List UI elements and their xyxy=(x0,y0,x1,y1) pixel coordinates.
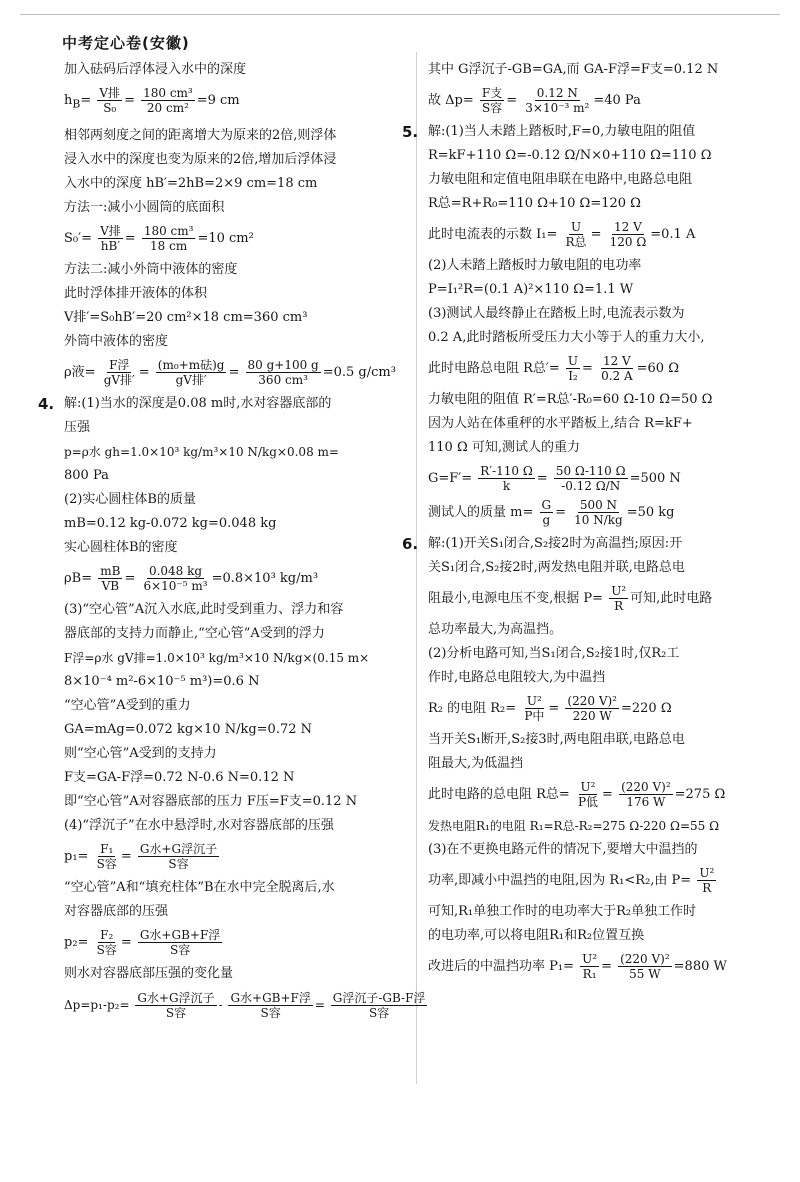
text-line-with-fraction: 功率,即减小中温挡的电阻,因为 R₁<R₂,由 P= $\frac{\text{U²}}{R}$ xyxy=(428,866,715,895)
text-line: P=I₁²R=(0.1 A)²×110 Ω=1.1 W xyxy=(428,282,634,297)
text-line: (3)在不更换电路元件的情况下,要增大中温挡的 xyxy=(428,842,698,857)
fraction: $\frac{50 \Omega-110 \Omega}{-0.12 \Omega/N}$ xyxy=(555,464,626,493)
text-line: 即“空心管”A对容器底部的压力 F压=F支=0.12 N xyxy=(64,793,358,809)
fraction: $\frac{G}{g}$ xyxy=(541,498,552,527)
fraction: $\frac{\text{G浮沉子-GB-F浮}}{\text{S容}}$ xyxy=(332,990,426,1020)
question-number: 5. xyxy=(402,123,419,141)
fraction: $\frac{\text{(220 V)²}}{55 W}$ xyxy=(620,952,670,981)
text-line: mB=0.12 kg-0.072 kg=0.048 kg xyxy=(64,515,277,531)
page-header: 中考定心卷(安徽) xyxy=(62,34,190,52)
text-line: 则“空心管”A受到的支持力 xyxy=(64,745,217,761)
text-line: R总=R+R₀=110 Ω+10 Ω=120 Ω xyxy=(428,196,641,211)
text-line: “空心管”A受到的重力 xyxy=(64,697,191,713)
text-line: “空心管”A和“填充柱体”B在水中完全脱离后,水 xyxy=(64,879,335,895)
text-line: 器底部的支持力而静止,“空心管”A受到的浮力 xyxy=(64,625,325,641)
left-column xyxy=(38,58,426,1024)
text-line: (2)分析电路可知,当S₁闭合,S₂接1时,仅R₂工 xyxy=(428,646,680,661)
text-line: 其中 G浮沉子-GB=GA,而 GA-F浮=F支=0.12 N xyxy=(428,62,719,77)
fraction: $\frac{mB}{VB}$ xyxy=(100,563,121,593)
fraction: $\frac{0.12 N}{\text{3×10⁻³ m²}}$ xyxy=(525,86,590,115)
text-line: 8×10⁻⁴ m²-6×10⁻⁵ m³)=0.6 N xyxy=(64,673,260,689)
column-divider xyxy=(416,52,417,1084)
fraction: $\frac{\text{F₂}}{\text{S容}}$ xyxy=(96,927,117,957)
fraction: $\frac{R'-110 \Omega}{k}$ xyxy=(480,464,533,493)
text-line: p=ρ水 gh=1.0×10³ kg/m³×10 N/kg×0.08 m= xyxy=(64,444,339,459)
equation-R2: 此时电路总电阻 R总′= $\frac{U}{\text{I₂}}$ = $\frac{12 V}{0.2 A}$ =60 Ω xyxy=(428,354,679,383)
text-line: F支=GA-F浮=0.72 N-0.6 N=0.12 N xyxy=(64,769,295,785)
fraction: $\frac{\text{U²}}{\text{R₁}}$ xyxy=(582,952,598,981)
text-line: 因为人站在体重秤的水平踏板上,结合 R=kF+ xyxy=(428,416,693,431)
text-line: 关S₁闭合,S₂接2时,两发热电阻并联,电路总电 xyxy=(428,560,685,575)
text-line: V排′=S₀hB′=20 cm²×18 cm=360 cm³ xyxy=(64,309,308,325)
text-line-with-fraction: 阻最小,电源电压不变,根据 P= $\frac{\text{U²}}{R}$ 可知,此时电路 xyxy=(428,584,713,613)
fraction: $\frac{\text{(220 V)²}}{220 W}$ xyxy=(567,694,617,723)
text-line: 方法二:减小外筒中液体的密度 xyxy=(64,261,238,277)
fraction: $\frac{\text{G水+GB+F浮}}{\text{S容}}$ xyxy=(139,927,221,957)
fraction: $\frac{U}{\text{R总}}$ xyxy=(565,220,587,249)
top-rule xyxy=(20,14,780,15)
text-line: 阻最大,为低温挡 xyxy=(428,756,524,771)
fraction: $\frac{\text{180 cm³}}{\text{20 cm²}}$ xyxy=(143,86,193,115)
question-4 xyxy=(38,392,426,1020)
fraction: $\frac{\text{G水+G浮沉子}}{\text{S容}}$ xyxy=(137,990,215,1020)
text-line: (3)测试人最终静止在踏板上时,电流表示数为 xyxy=(428,306,685,321)
right-column xyxy=(402,58,766,986)
fraction: $\frac{\text{V排}}{hB'}$ xyxy=(100,223,121,253)
text-line: 浸入水中的深度也变为原来的2倍,增加后浮体浸 xyxy=(64,151,337,167)
fraction: $\frac{500 N}{10 N/kg}$ xyxy=(574,498,623,527)
text-line: 800 Pa xyxy=(64,467,109,483)
fraction: $\frac{\text{(220 V)²}}{176 W}$ xyxy=(621,780,671,809)
text-line: 可知,R₁单独工作时的电功率大于R₂单独工作时 xyxy=(428,904,697,919)
text-line: 入水中的深度 hB′=2hB=2×9 cm=18 cm xyxy=(64,175,318,191)
text-line: (4)“浮沉子”在水中悬浮时,水对容器底部的压强 xyxy=(64,817,334,833)
fraction: $\frac{U}{\text{I₂}}$ xyxy=(567,354,579,383)
equation-p1: p₁= $\frac{\text{F₁}}{\text{S容}}$ = $\frac{\text{G水+G浮沉子}}{\text{S容}}$ xyxy=(64,841,218,871)
text-line: 此时浮体排开液体的体积 xyxy=(64,285,208,301)
text-line: 的电功率,可以将电阻R₁和R₂位置互换 xyxy=(428,928,645,943)
text-line: 力敏电阻和定值电阻串联在电路中,电路总电阻 xyxy=(428,172,693,187)
text-line: GA=mAg=0.072 kg×10 N/kg=0.72 N xyxy=(64,721,313,737)
question-5 xyxy=(402,120,766,528)
equation-dp: Δp=p₁-p₂= $\frac{\text{G水+G浮沉子}}{\text{S容}}$ - $\frac{\text{G水+GB+F浮}}{\text{S容}}$ = $\frac{\text{G浮沉子-GB-F浮}}{\text{S容}}$ xyxy=(64,990,426,1020)
fraction: $\frac{80 g+100 g}{\text{360 cm³}}$ xyxy=(247,357,319,387)
fraction: $\frac{\text{F₁}}{\text{S容}}$ xyxy=(96,841,117,871)
fraction: $\frac{\text{G水+G浮沉子}}{\text{S容}}$ xyxy=(139,841,218,871)
question-number: 4. xyxy=(38,394,55,413)
equation-m: 测试人的质量 m= $\frac{G}{g}$ = $\frac{500 N}{10 N/kg}$ =50 kg xyxy=(428,498,675,527)
text-line: 110 Ω 可知,测试人的重力 xyxy=(428,440,580,455)
equation-rhoB: ρB= $\frac{mB}{VB}$ = $\frac{0.048 kg}{\text{6×10⁻⁵ m³}}$ =0.8×10³ kg/m³ xyxy=(64,563,319,593)
equation-rho: ρ液= $\frac{\text{F浮}}{\text{gV排′}}$ = $\frac{\text{(m₀+m砝)g}}{\text{gV排′}}$ = $\frac{80 g+100 g}{\text{360 cm³}}$ =0.5 g/cm³ xyxy=(64,357,396,387)
text-line: 解:(1)当人未踏上踏板时,F=0,力敏电阻的阻值 xyxy=(428,124,696,139)
text-line: (2)人未踏上踏板时力敏电阻的电功率 xyxy=(428,258,642,273)
text-line: 0.2 A,此时踏板所受压力大小等于人的重力大小, xyxy=(428,330,705,345)
equation-hB: $h_B=$ $\frac{\text{V排}}{\text{S₀}}$ = $\frac{\text{180 cm³}}{\text{20 cm²}}$ =9 cm xyxy=(64,86,240,115)
text-line: R=kF+110 Ω=-0.12 Ω/N×0+110 Ω=110 Ω xyxy=(428,148,712,163)
text-line: 压强 xyxy=(64,419,91,435)
fraction: $\frac{\text{U²}}{\text{P低}}$ xyxy=(577,780,599,809)
text-line: 力敏电阻的阻值 R′=R总′-R₀=60 Ω-10 Ω=50 Ω xyxy=(428,392,713,407)
text-line: 实心圆柱体B的密度 xyxy=(64,539,178,555)
text-line: 则水对容器底部压强的变化量 xyxy=(64,965,234,981)
equation-dp2: 故 Δp= $\frac{\text{F支}}{\text{S容}}$ = $\frac{0.12 N}{\text{3×10⁻³ m²}}$ =40 Pa xyxy=(428,86,641,115)
text-line: 发热电阻R₁的电阻 R₁=R总-R₂=275 Ω-220 Ω=55 Ω xyxy=(428,819,720,833)
text-line: 对容器底部的压强 xyxy=(64,903,169,919)
fraction: $\frac{0.048 kg}{\text{6×10⁻⁵ m³}}$ xyxy=(143,563,208,593)
fraction: $\frac{\text{V排}}{\text{S₀}}$ xyxy=(99,86,121,115)
equation-p2: p₂= $\frac{\text{F₂}}{\text{S容}}$ = $\frac{\text{G水+GB+F浮}}{\text{S容}}$ xyxy=(64,927,221,957)
text-line: 外筒中液体的密度 xyxy=(64,333,169,349)
text-line: (2)实心圆柱体B的质量 xyxy=(64,491,196,507)
equation-I1: 此时电流表的示数 I₁= $\frac{U}{\text{R总}}$ = $\frac{12 V}{120 \Omega}$ =0.1 A xyxy=(428,220,696,249)
fraction: $\frac{\text{F浮}}{\text{gV排′}}$ xyxy=(103,357,135,387)
equation-Rt: 此时电路的总电阻 R总= $\frac{\text{U²}}{\text{P低}}$ = $\frac{\text{(220 V)²}}{176 W}$ =275 Ω xyxy=(428,780,726,809)
text-line: 作时,电路总电阻较大,为中温挡 xyxy=(428,670,606,685)
question-6 xyxy=(402,532,766,982)
text-line: 解:(1)当水的深度是0.08 m时,水对容器底部的 xyxy=(64,395,332,411)
text-line: 相邻两刻度之间的距离增大为原来的2倍,则浮体 xyxy=(64,127,337,143)
text-line: F浮=ρ水 gV排=1.0×10³ kg/m³×10 N/kg×(0.15 m× xyxy=(64,650,370,665)
fraction: $\frac{\text{U²}}{R}$ xyxy=(699,866,715,895)
fraction: $\frac{\text{U²}}{\text{P中}}$ xyxy=(524,694,545,723)
equation-G: G=F′= $\frac{R'-110 \Omega}{k}$ = $\frac{50 \Omega-110 \Omega}{-0.12 \Omega/N}$ =500 N xyxy=(428,464,681,493)
equation-R2b: R₂ 的电阻 R₂= $\frac{\text{U²}}{\text{P中}}$ = $\frac{\text{(220 V)²}}{220 W}$ =220 Ω xyxy=(428,694,672,723)
text-line: 加入砝码后浮体浸入水中的深度 xyxy=(64,62,247,77)
text-line: 解:(1)开关S₁闭合,S₂接2时为高温挡;原因:开 xyxy=(428,536,683,551)
text-line: 总功率最大,为高温挡。 xyxy=(428,622,563,637)
text-line: (3)“空心管”A沉入水底,此时受到重力、浮力和容 xyxy=(64,601,344,617)
fraction: $\frac{12 V}{0.2 A}$ xyxy=(601,354,633,383)
text-line: 方法一:减小小圆筒的底面积 xyxy=(64,199,225,215)
equation-P1: 改进后的中温挡功率 P₁= $\frac{\text{U²}}{\text{R₁}}$ = $\frac{\text{(220 V)²}}{55 W}$ =880 W xyxy=(428,952,727,981)
text-line: 当开关S₁断开,S₂接3时,两电阻串联,电路总电 xyxy=(428,732,685,747)
fraction: $\frac{\text{U²}}{R}$ xyxy=(611,584,627,613)
fraction: $\frac{\text{180 cm³}}{18 cm}$ xyxy=(143,223,194,253)
question-number: 6. xyxy=(402,535,419,553)
fraction: $\frac{\text{G水+GB+F浮}}{\text{S容}}$ xyxy=(230,990,311,1020)
fraction: $\frac{\text{F支}}{\text{S容}}$ xyxy=(481,86,503,115)
fraction: $\frac{\text{(m₀+m砝)g}}{\text{gV排′}}$ xyxy=(157,357,225,387)
equation-S0: S₀′= $\frac{\text{V排}}{hB'}$ = $\frac{\text{180 cm³}}{18 cm}$ =10 cm² xyxy=(64,223,254,253)
fraction: $\frac{12 V}{120 \Omega}$ xyxy=(609,220,647,249)
